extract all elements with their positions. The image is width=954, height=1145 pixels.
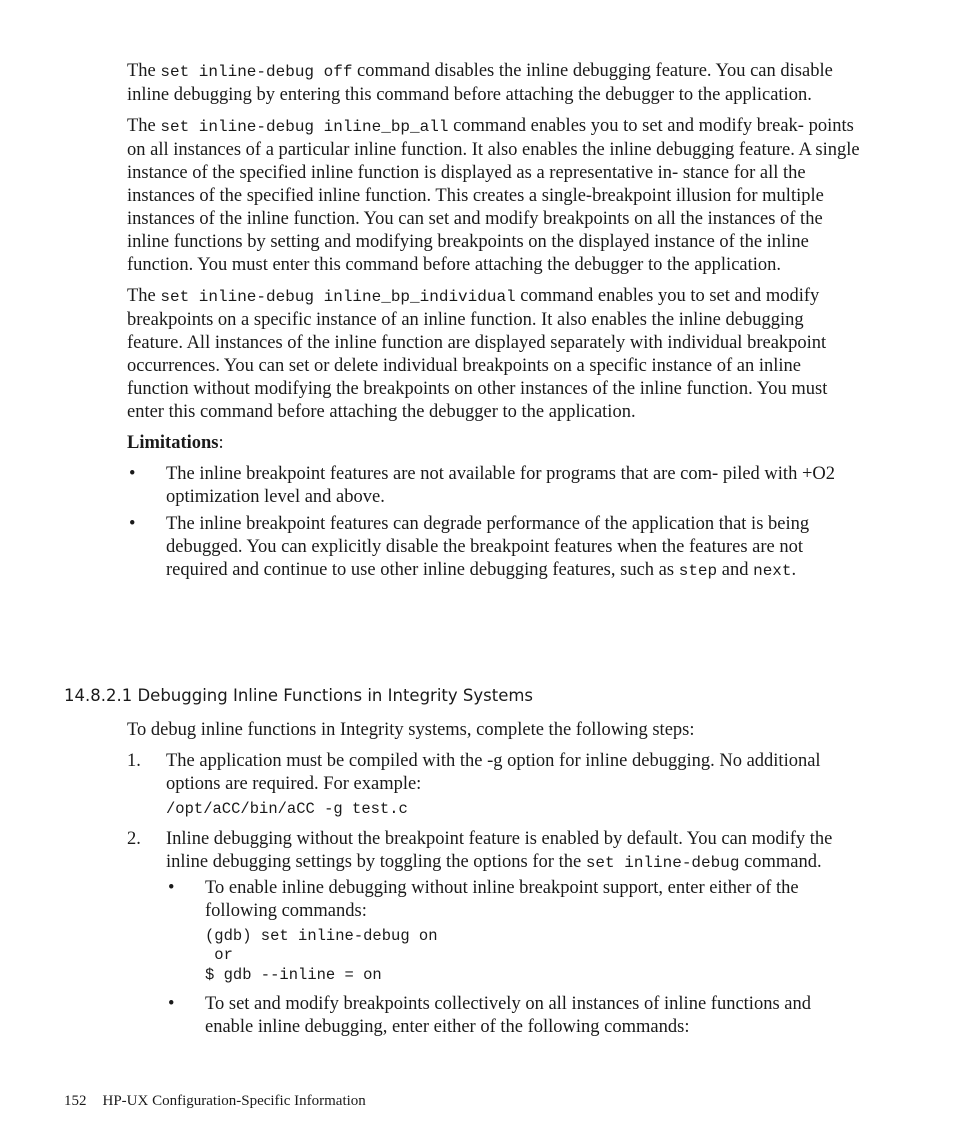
limitations-list: [127, 463, 862, 583]
code-set-inline-debug-off: set inline-debug off: [160, 63, 353, 81]
paragraph-inline-bp-individual: The set inline-debug inline_bp_individual command enables you to set and modify breakpoints on a specific instance of an inline function. It also enables the inline debugging feature. All instances of the inline function are displayed separately with individual breakpoint occurrences. You can set or delete individual breakpoints on a specific instance of an inline function without modifying the breakpoints on other instances of the inline function. You must enter this command before attaching the debugger to the application.: [127, 286, 828, 422]
code-next: next: [753, 562, 792, 580]
code-step: step: [678, 562, 718, 580]
list-item: • The inline breakpoint features are not available for programs that are com- piled with +O2 optimization level and above.: [129, 464, 835, 507]
bullet-icon: •: [168, 994, 175, 1014]
list-item: • The inline breakpoint features can degrade performance of the application that is being debugged. You can explicitly disable the breakpoint features when the features are not required and continue to use other inline debugging features, such as step and next.: [129, 514, 810, 580]
body-text-steps: [127, 719, 862, 1045]
list-item: • To enable inline debugging without inline breakpoint support, enter either of the following commands: (gdb) set inline-debug on or $ gdb --inline = on: [166, 877, 862, 986]
limitations-label: Limitations:: [127, 433, 224, 453]
bullet-icon: •: [168, 877, 175, 898]
step-number: 1.: [127, 751, 141, 771]
footer-title: HP-UX Configuration-Specific Information: [102, 1093, 366, 1109]
code-block-inline-debug-on: (gdb) set inline-debug on or $ gdb --inline = on: [205, 926, 438, 984]
step-number: 2.: [127, 828, 141, 849]
section-heading: 14.8.2.1 Debugging Inline Functions in Integrity Systems: [64, 686, 534, 705]
paragraph-inline-debug-off: The set inline-debug off command disables the inline debugging feature. You can disable inline debugging by entering this command before attaching the debugger to the application.: [127, 61, 833, 105]
step-1: 1. The application must be compiled with the -g option for inline debugging. No additional options are required. For example: /opt/aCC/bin/aCC -g test.c: [127, 750, 862, 820]
bullet-icon: •: [129, 514, 136, 534]
list-item: • To set and modify breakpoints collectively on all instances of inline functions and enable inline debugging, enter either of the following commands:: [168, 994, 811, 1037]
code-set-inline-debug-inline-bp-individual: set inline-debug inline_bp_individual: [160, 288, 516, 306]
step-2-sublist: [166, 877, 862, 1040]
page-number: 152: [64, 1093, 87, 1109]
code-block-compile: /opt/aCC/bin/aCC -g test.c: [166, 800, 408, 818]
paragraph-inline-bp-all: The set inline-debug inline_bp_all command enables you to set and modify break- points on all instances of a particular inline function. It also enables the inline debugging feature. A single instance of the specified inline function is displayed as a representative in- stance for all the instances of the specified inline function. This creates a single-breakpoint illusion for multiple instances of the inline function. You can set and modify breakpoints on all the instances of the inline functions by setting and modifying breakpoints on the displayed instance of the inline function. You must enter this command before attaching the debugger to the application.: [127, 116, 860, 275]
bullet-icon: •: [129, 464, 136, 484]
steps-list: [127, 750, 862, 1039]
page-footer: [64, 1093, 366, 1110]
code-set-inline-debug: set inline-debug: [585, 853, 740, 872]
body-text-top: [127, 60, 862, 587]
code-set-inline-debug-inline-bp-all: set inline-debug inline_bp_all: [160, 118, 449, 136]
steps-intro: To debug inline functions in Integrity systems, complete the following steps:: [127, 720, 695, 740]
step-2: 2. Inline debugging without the breakpoint feature is enabled by default. You can modify the inline debugging settings by toggling the options for the set inline-debug command. • To enable inline debugging without inline breakpoint support, enter either of the following commands: (gdb) set inline-debug on or $ gdb --inline = on • To set and modify breakpoints collectively on all instances of inline functions and enable inline debugging, enter either of the following commands:: [127, 828, 862, 1040]
